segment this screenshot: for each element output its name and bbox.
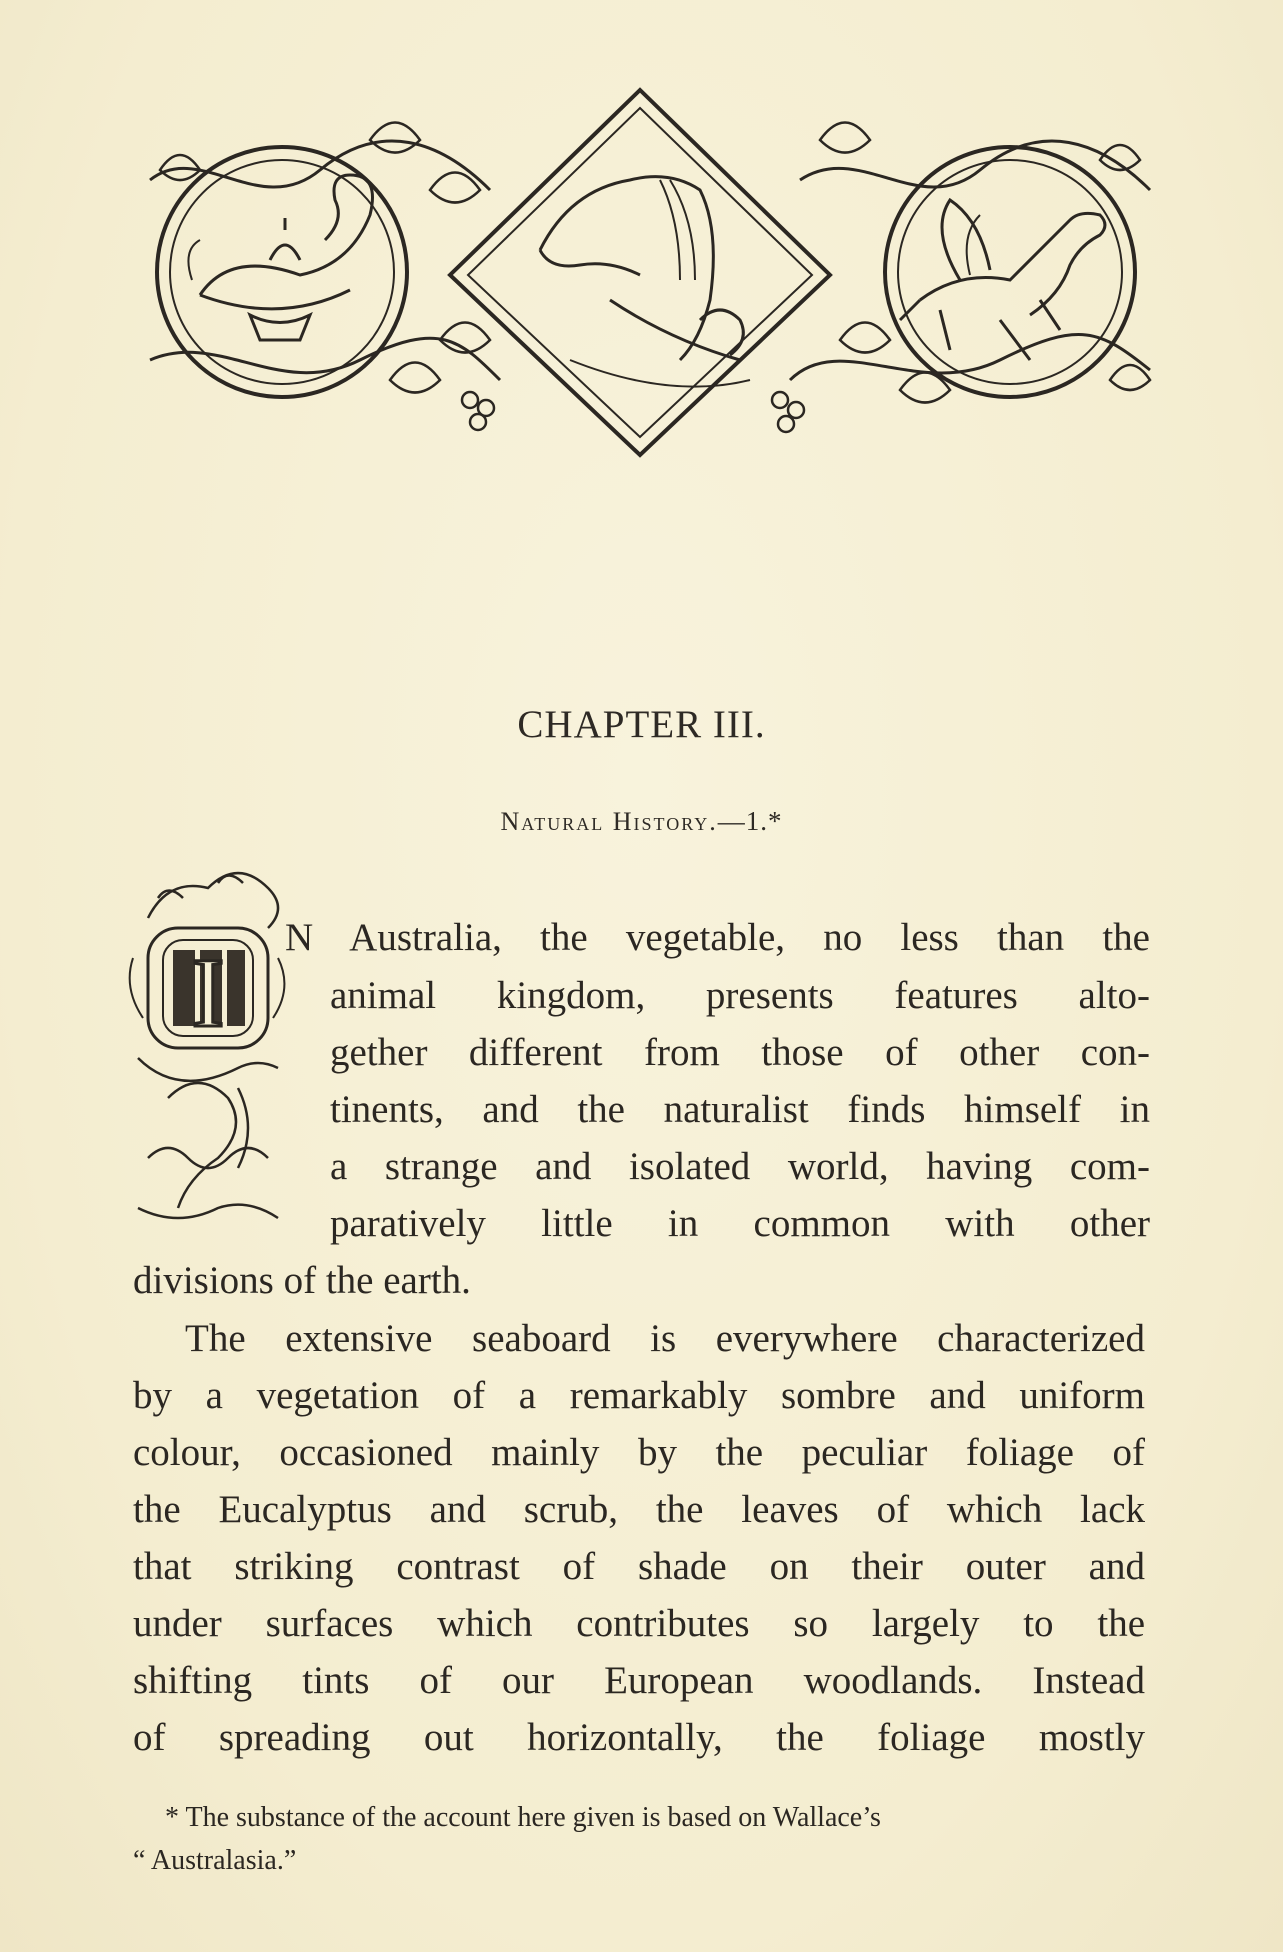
text-line: by a vegetation of a remarkably sombre and uniform [133,1374,1145,1417]
text-line: shifting tints of our European woodlands. Instead [133,1659,1145,1702]
text-line: the Eucalyptus and scrub, the leaves of which lack [133,1488,1145,1531]
chapter-subtitle-caps: Natural History. [500,807,718,836]
floriated-initial-icon [128,858,292,1238]
text-line: colour, occasioned mainly by the peculiar foliage of [133,1431,1145,1474]
headpiece-ornament [140,80,1160,470]
text-line: paratively little in common with other [330,1202,1150,1245]
chapter-subtitle-number: —1.* [717,806,783,836]
text-line: N Australia, the vegetable, no less than the [285,916,1150,959]
text-line: under surfaces which contributes so largely to the [133,1602,1145,1645]
text-line: gether different from those of other con- [330,1031,1150,1074]
text-line: tinents, and the naturalist finds himself in [330,1088,1150,1131]
dropcap [128,858,292,1238]
text-line: divisions of the earth. [133,1259,471,1302]
footnote-line-1: * The substance of the account here given is based on Wallace’s [165,1802,881,1833]
chapter-title: CHAPTER III. [517,703,766,746]
text-line: a strange and isolated world, having com- [330,1145,1150,1188]
text-line: animal kingdom, presents features alto- [330,974,1150,1017]
footnote-line-2: “ Australasia.” [133,1845,297,1876]
chapter-subtitle [0,806,1283,837]
text-line: of spreading out horizontally, the foliage mostly [133,1716,1145,1759]
text-line: that striking contrast of shade on their outer and [133,1545,1145,1588]
text-line: The extensive seaboard is everywhere characterized [185,1317,1145,1360]
dropcap-letter: I [191,937,225,1048]
